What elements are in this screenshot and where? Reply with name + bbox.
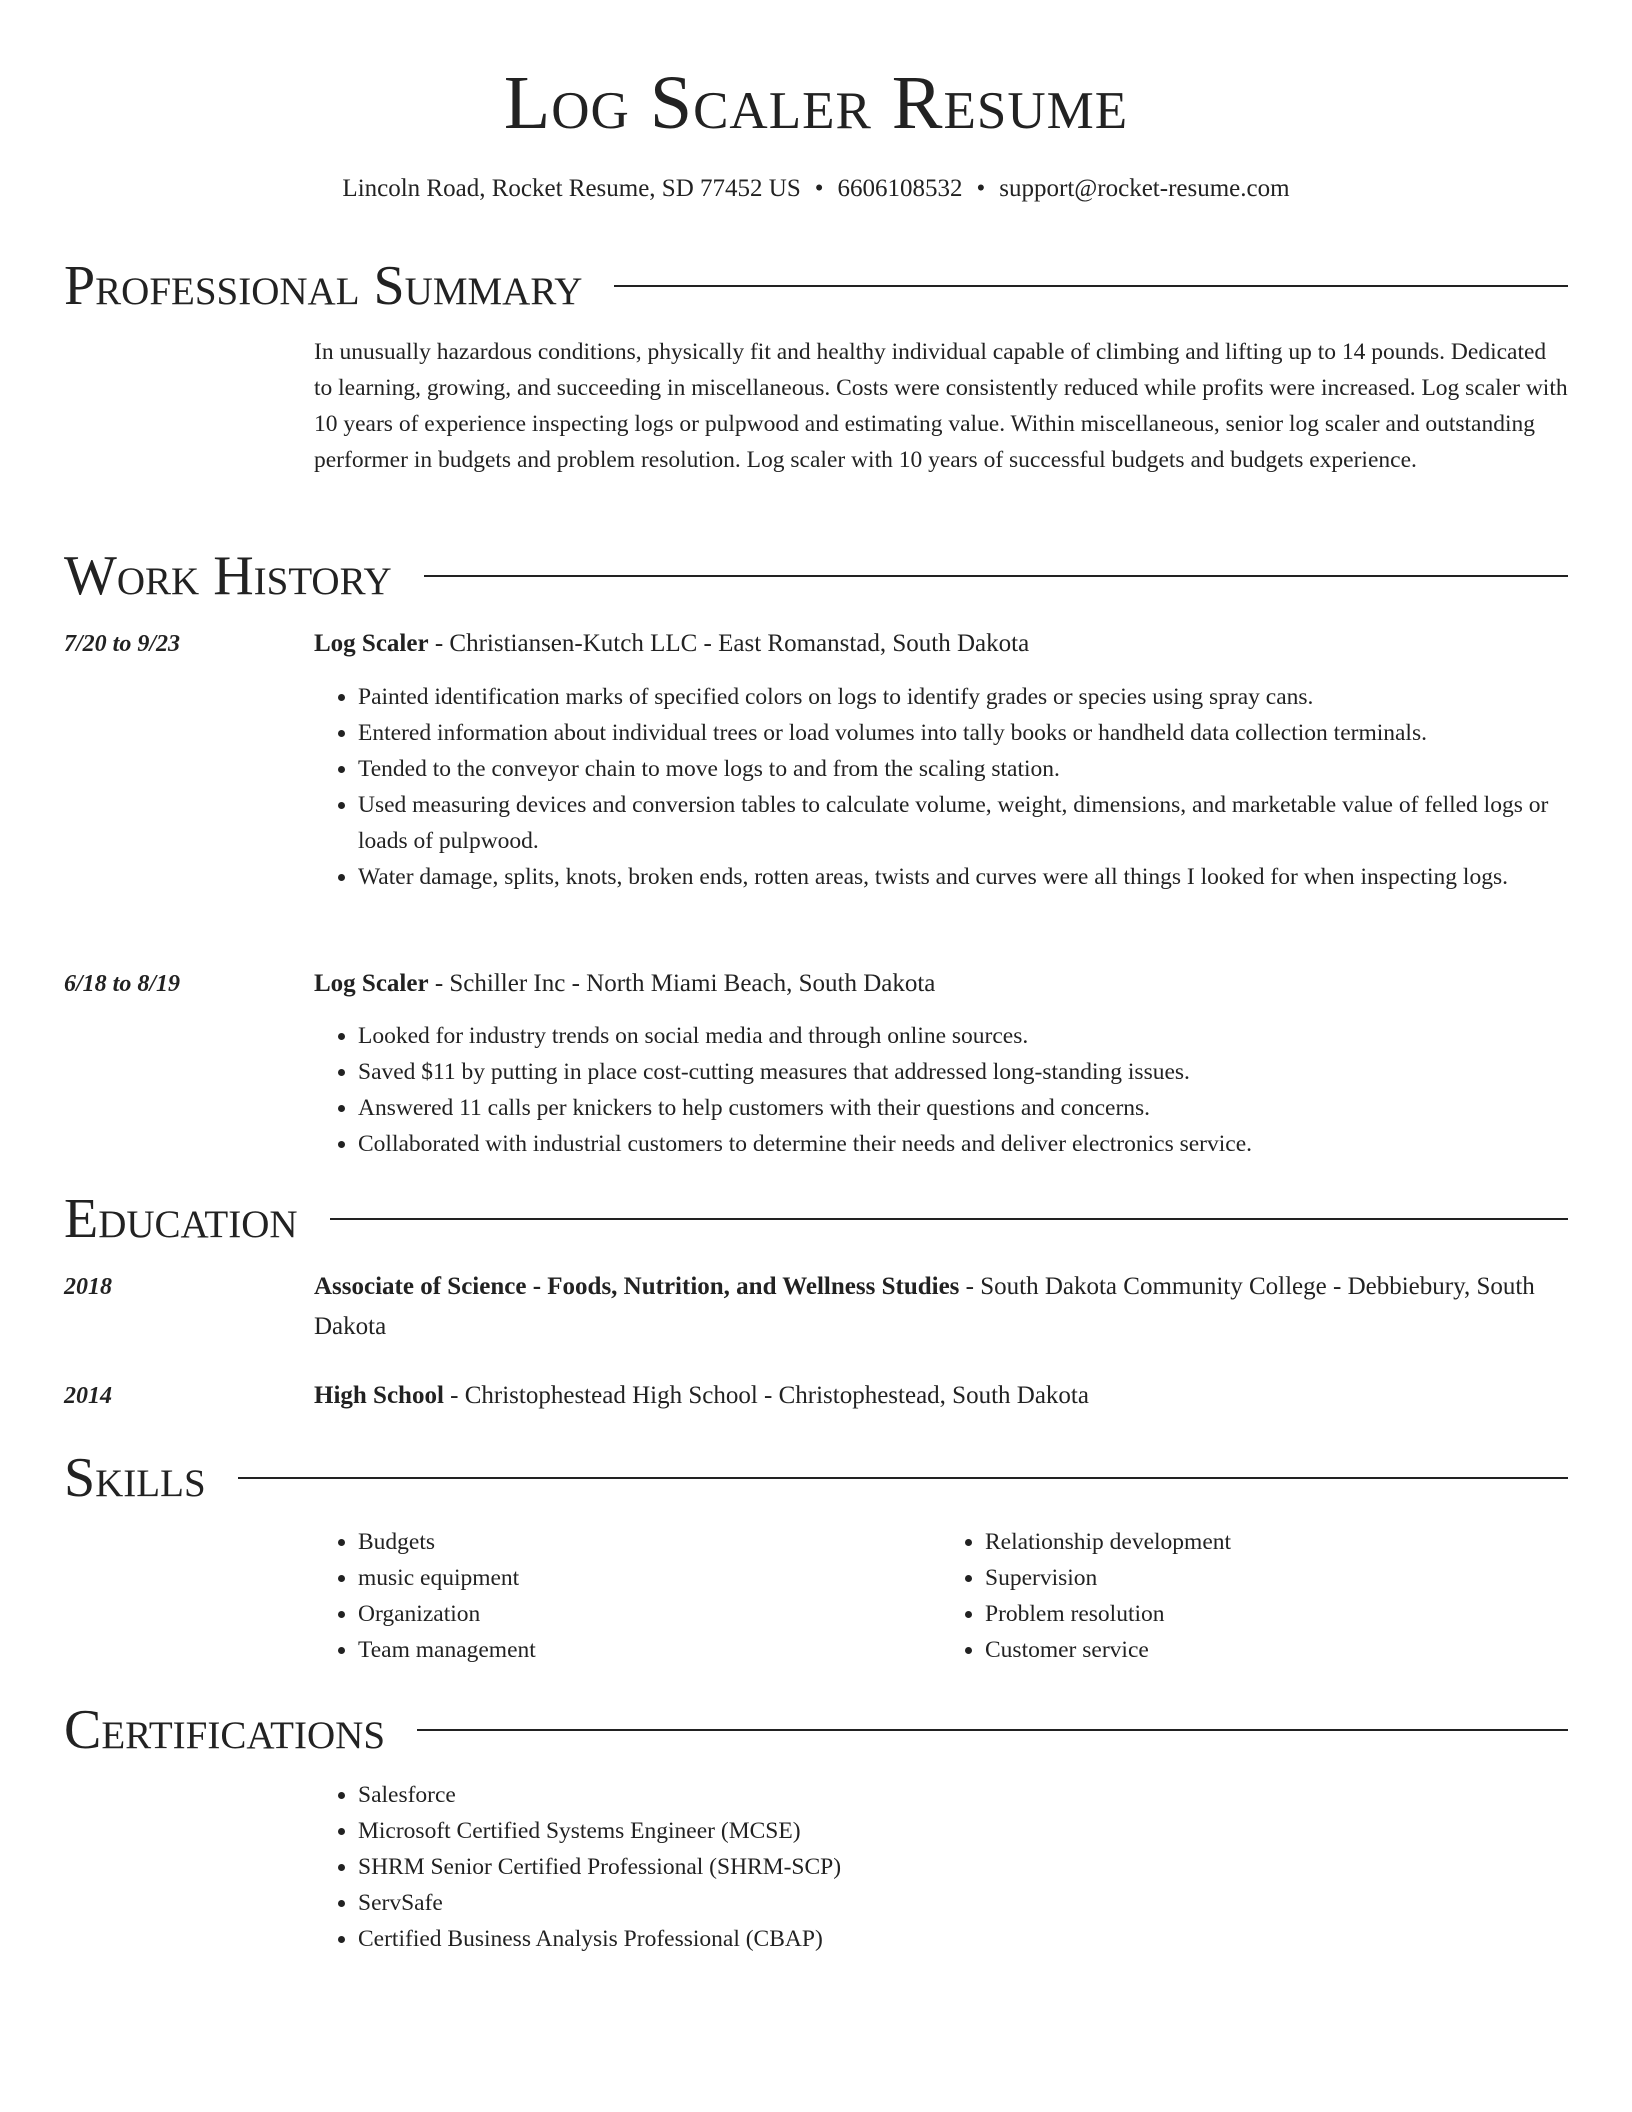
contact-address: Lincoln Road, Rocket Resume, SD 77452 US bbox=[342, 175, 801, 202]
contact-line bbox=[64, 174, 1568, 204]
education-entry bbox=[314, 1267, 1568, 1347]
contact-email[interactable]: support@rocket-resume.com bbox=[999, 175, 1290, 202]
contact-separator: • bbox=[814, 175, 824, 202]
list-item: • Saved $11 by putting in place cost-cutting measures that addressed long-standing issues. bbox=[358, 1054, 1568, 1090]
section-heading: Skills bbox=[64, 1447, 206, 1509]
skill-item: • Team management bbox=[358, 1632, 941, 1668]
certification-item: • SHRM Senior Certified Professional (SHRM-SCP) bbox=[358, 1849, 1568, 1885]
section-divider bbox=[424, 575, 1568, 577]
contact-phone: 6606108532 bbox=[837, 175, 963, 202]
certifications-header bbox=[64, 1698, 1568, 1762]
certification-item: • ServSafe bbox=[358, 1885, 1568, 1921]
list-item: • Water damage, splits, knots, broken ends, rotten areas, twists and curves were all things I looked for when inspecting logs. bbox=[358, 859, 1568, 895]
section-divider bbox=[238, 1477, 1568, 1479]
contact-separator: • bbox=[976, 175, 986, 202]
summary-text: In unusually hazardous conditions, physically fit and healthy individual capable of climbing and lifting up to 14 pounds. Dedicated to learning, growing, and succeeding in miscellaneous. Costs were consistently reduced while profits were increased. Log scaler with 10 years of experience inspecting logs or pulpwood and estimating value. Within miscellaneous, senior log scaler and outstanding performer in budgets and problem resolution. Log scaler with 10 years of successful budgets and budgets experience. bbox=[314, 339, 1568, 473]
certification-item: • Certified Business Analysis Professional (CBAP) bbox=[358, 1921, 1568, 1957]
certifications-body bbox=[314, 1777, 1568, 1957]
summary-header bbox=[64, 254, 1568, 318]
skills-list-left bbox=[314, 1524, 941, 1668]
skill-item: • music equipment bbox=[358, 1560, 941, 1596]
section-heading: Certifications bbox=[64, 1699, 386, 1761]
section-divider bbox=[330, 1218, 1568, 1220]
job-title: Log Scaler bbox=[314, 970, 429, 997]
job-title-line bbox=[314, 624, 1568, 664]
list-item: • Tended to the conveyor chain to move logs to and from the scaling station. bbox=[358, 751, 1568, 787]
job-title: Log Scaler bbox=[314, 630, 429, 657]
list-item: • Painted identification marks of specified colors on logs to identify grades or species using spray cans. bbox=[358, 679, 1568, 715]
job-details: - Schiller Inc - North Miami Beach, South Dakota bbox=[428, 970, 936, 997]
resume-page bbox=[64, 0, 1568, 1952]
list-item: • Entered information about individual trees or load volumes into tally books or handheld data collection terminals. bbox=[358, 715, 1568, 751]
summary-section bbox=[64, 254, 1568, 473]
school-details: - Christophestead High School - Christophestead, South Dakota bbox=[443, 1382, 1089, 1409]
work-history-header bbox=[64, 544, 1568, 608]
certifications-list bbox=[314, 1777, 1568, 1957]
work-history-section bbox=[64, 544, 1568, 1157]
job-dates: 6/18 to 8/19 bbox=[64, 971, 181, 997]
skill-item: • Problem resolution bbox=[985, 1596, 1568, 1632]
job-dates: 7/20 to 9/23 bbox=[64, 631, 181, 657]
certification-item: • Salesforce bbox=[358, 1777, 1568, 1813]
degree: High School bbox=[314, 1382, 444, 1409]
job-bullets bbox=[314, 1018, 1568, 1162]
list-item: • Collaborated with industrial customers to determine their needs and deliver electronics service. bbox=[358, 1126, 1568, 1162]
skill-item: • Organization bbox=[358, 1596, 941, 1632]
job-bullets bbox=[314, 679, 1568, 895]
summary-body bbox=[314, 334, 1568, 478]
skills-grid bbox=[314, 1524, 1568, 1668]
list-item: • Looked for industry trends on social media and through online sources. bbox=[358, 1018, 1568, 1054]
resume-title: Log Scaler Resume bbox=[503, 61, 1129, 145]
certifications-section bbox=[64, 1698, 1568, 1952]
education-entry bbox=[314, 1376, 1568, 1416]
section-heading: Education bbox=[64, 1188, 298, 1250]
list-item: • Used measuring devices and conversion tables to calculate volume, weight, dimensions, and marketable value of felled logs or loads of pulpwood. bbox=[358, 787, 1568, 859]
skill-item: • Budgets bbox=[358, 1524, 941, 1560]
job-details: - Christiansen-Kutch LLC - East Romanstad, South Dakota bbox=[428, 630, 1030, 657]
skill-item: • Relationship development bbox=[985, 1524, 1568, 1560]
degree: Associate of Science - Foods, Nutrition, and Wellness Studies bbox=[314, 1273, 960, 1300]
school-details: - South Dakota Community College - Debbiebury, South Dakota bbox=[314, 1273, 1535, 1340]
skills-header bbox=[64, 1446, 1568, 1510]
section-heading: Work History bbox=[64, 545, 392, 607]
education-year: 2014 bbox=[64, 1383, 112, 1409]
skills-list-right bbox=[941, 1524, 1568, 1668]
education-header bbox=[64, 1187, 1568, 1251]
skills-section bbox=[64, 1446, 1568, 1663]
job-title-line bbox=[314, 964, 1568, 1004]
education-year: 2018 bbox=[64, 1274, 112, 1300]
skill-item: • Customer service bbox=[985, 1632, 1568, 1668]
education-section bbox=[64, 1187, 1568, 1409]
section-heading: Professional Summary bbox=[64, 255, 583, 317]
section-divider bbox=[417, 1729, 1568, 1731]
skill-item: • Supervision bbox=[985, 1560, 1568, 1596]
list-item: • Answered 11 calls per knickers to help customers with their questions and concerns. bbox=[358, 1090, 1568, 1126]
certification-item: • Microsoft Certified Systems Engineer (MCSE) bbox=[358, 1813, 1568, 1849]
section-divider bbox=[614, 285, 1568, 287]
